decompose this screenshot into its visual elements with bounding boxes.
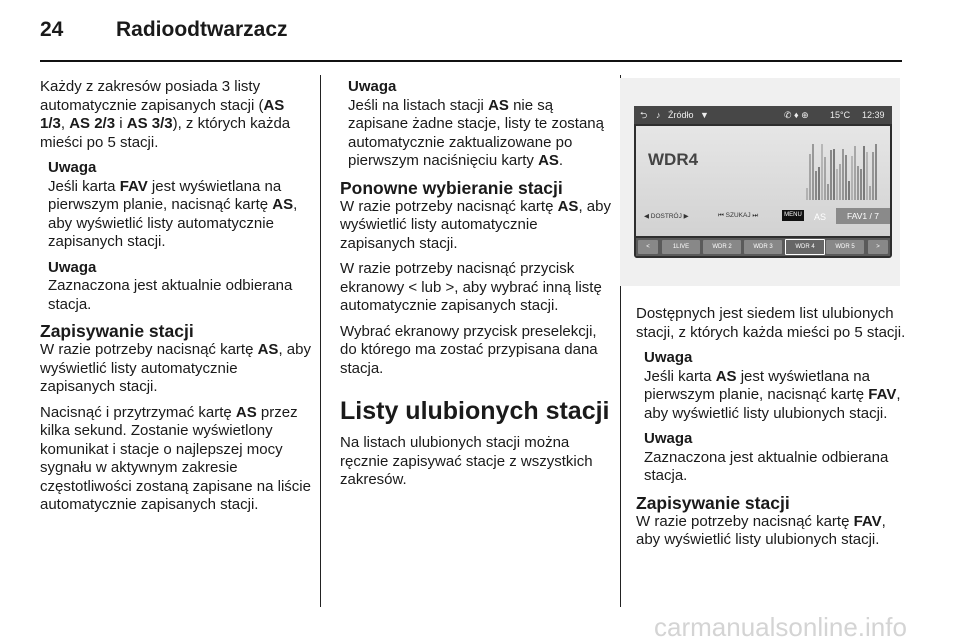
visualizer-bar bbox=[875, 144, 877, 200]
favourites-paragraph: Na listach ulubionych stacji można ręcznie zapisywać stacje z wszystkich zakresów. bbox=[340, 434, 593, 488]
heading-save-stations: Zapisywanie stacji bbox=[40, 321, 194, 341]
heading-reselect: Ponowne wybieranie stacji bbox=[340, 177, 563, 198]
visualizer-bar bbox=[830, 150, 832, 200]
visualizer-bar bbox=[827, 184, 829, 200]
visualizer-bar bbox=[818, 167, 820, 200]
menu-button[interactable]: MENU bbox=[782, 210, 804, 221]
fav-tab[interactable]: FAV1 / 7 bbox=[836, 208, 890, 224]
save-paragraph-2: Nacisnąć i przytrzymać kartę AS przez kilka sekund. Zostanie wyświetlony komunikat i stacje o najlepszej mocy sygnału w aktywnym zakresie częstotliwości zostaną zapisane na liście automatycznie zapisanych stacji. bbox=[40, 403, 311, 513]
status-icons: ✆ ♦ ⊕ bbox=[784, 110, 809, 120]
tune-control[interactable]: ◀ DOSTRÓJ ▶ bbox=[644, 213, 689, 220]
visualizer-bar bbox=[815, 171, 817, 200]
visualizer-bar bbox=[836, 169, 838, 200]
visualizer-bar bbox=[821, 144, 823, 200]
column-3 bbox=[636, 305, 908, 557]
reselect-paragraph-3: Wybrać ekranowy przycisk preselekcji, do którego ma zostać przypisana dana stacja. bbox=[340, 322, 598, 377]
page-title: Radioodtwarzacz bbox=[116, 18, 288, 41]
prev-list-button[interactable]: < bbox=[638, 240, 658, 254]
save-paragraph-1: W razie potrzeby nacisnąć kartę AS, aby wyświetlić listy automatycznie zapisanych stacji. bbox=[40, 341, 311, 395]
preset-button[interactable]: WDR 3 bbox=[744, 240, 782, 254]
clock: 12:39 bbox=[862, 110, 885, 120]
visualizer-bar bbox=[869, 186, 871, 200]
status-bar bbox=[634, 106, 892, 124]
visualizer-bar bbox=[860, 169, 862, 200]
visualizer-bar bbox=[872, 152, 874, 200]
column-divider-1 bbox=[320, 75, 321, 607]
note-title: Uwaga bbox=[644, 349, 693, 366]
note-fav: Uwaga Jeśli karta FAV jest wyświetlana na pierwszym planie, nacisnąć kartę AS, aby wyświetlić listy automatycznie zapisanych stacji. bbox=[40, 159, 312, 252]
note-empty-lists: Uwaga Jeśli na listach stacji AS nie są zapisane żadne stacje, listy te zostaną automatycznie zaktualizowane po pierwszym naciśnięciu karty AS. bbox=[340, 78, 612, 171]
source-label[interactable]: Źródło bbox=[668, 110, 694, 120]
preset-button[interactable]: WDR 2 bbox=[703, 240, 741, 254]
station-name: WDR4 bbox=[648, 150, 699, 169]
note-title: Uwaga bbox=[48, 258, 97, 276]
back-icon[interactable]: ⮌ bbox=[640, 110, 648, 120]
visualizer-bar bbox=[866, 152, 868, 200]
page-number: 24 bbox=[40, 18, 64, 41]
column-1 bbox=[40, 78, 312, 522]
visualizer-bar bbox=[863, 146, 865, 200]
visualizer-bar bbox=[848, 181, 850, 200]
note-as-tab: Uwaga Jeśli karta AS jest wyświetlana na pierwszym planie, nacisnąć kartę FAV, aby wyświetlić listy ulubionych stacji. bbox=[636, 349, 908, 423]
chevron-down-icon[interactable]: ▼ bbox=[700, 110, 709, 120]
preset-button[interactable]: WDR 5 bbox=[826, 240, 864, 254]
radio-display bbox=[634, 106, 892, 258]
visualizer-bar bbox=[806, 188, 808, 200]
visualizer-bar bbox=[857, 166, 859, 200]
as-tab[interactable]: AS bbox=[814, 212, 827, 222]
note-title: Uwaga bbox=[348, 78, 397, 95]
intro-paragraph: Każdy z zakresów posiada 3 listy automatycznie zapisanych stacji (AS 1/3, AS 2/3 i AS 3/3), z których każda mieści po 5 stacji. bbox=[40, 78, 291, 151]
watermark: carmanualsonline.info bbox=[654, 612, 907, 642]
visualizer-bar bbox=[833, 149, 835, 200]
visualizer-bar bbox=[812, 144, 814, 200]
column-2 bbox=[340, 78, 612, 497]
save-favourites-paragraph: W razie potrzeby nacisnąć kartę FAV, aby wyświetlić listy ulubionych stacji. bbox=[636, 512, 886, 548]
station-panel bbox=[636, 126, 890, 236]
radio-screen-illustration bbox=[620, 78, 900, 286]
seek-control[interactable]: ⏮ SZUKAJ ⏭ bbox=[718, 212, 759, 219]
heading-save-favourites: Zapisywanie stacji bbox=[636, 492, 790, 513]
preset-strip bbox=[636, 238, 890, 256]
preset-button[interactable]: WDR 4 bbox=[785, 239, 825, 255]
reselect-paragraph-2: W razie potrzeby nacisnąć przycisk ekranowy < lub >, aby wybrać inną listę automatycznie zapisanych stacji. bbox=[340, 260, 602, 314]
audio-visualizer bbox=[806, 142, 882, 200]
visualizer-bar bbox=[839, 164, 841, 200]
note-current-station: Uwaga Zaznaczona jest aktualnie odbierana stacja. bbox=[40, 259, 312, 315]
note-title: Uwaga bbox=[644, 430, 693, 447]
visualizer-bar bbox=[851, 156, 853, 200]
music-note-icon: ♪ bbox=[656, 110, 661, 120]
next-list-button[interactable]: > bbox=[868, 240, 888, 254]
visualizer-bar bbox=[809, 154, 811, 200]
preset-button[interactable]: 1LIVE bbox=[662, 240, 700, 254]
heading-favourites: Listy ulubionych stacji bbox=[340, 397, 610, 425]
visualizer-bar bbox=[842, 149, 844, 200]
favourites-count-paragraph: Dostępnych jest siedem list ulubionych stacji, z których każda mieści po 5 stacji. bbox=[636, 305, 906, 341]
reselect-paragraph-1: W razie potrzeby nacisnąć kartę AS, aby wyświetlić listy automatycznie zapisanych stacji. bbox=[340, 197, 611, 252]
header-rule bbox=[40, 60, 902, 62]
visualizer-bar bbox=[854, 146, 856, 200]
note-title: Uwaga bbox=[48, 159, 97, 176]
temperature: 15°C bbox=[830, 110, 851, 120]
note-current-station: Uwaga Zaznaczona jest aktualnie odbierana stacja. bbox=[636, 430, 908, 486]
visualizer-bar bbox=[824, 157, 826, 200]
visualizer-bar bbox=[845, 155, 847, 200]
